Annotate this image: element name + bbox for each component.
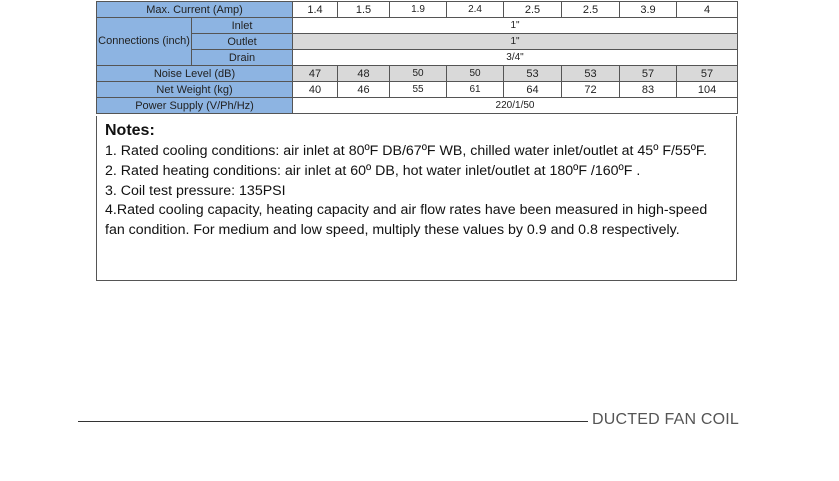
specifications-table <box>96 1 738 114</box>
inlet-label: Inlet <box>192 18 293 34</box>
max-current-row <box>97 2 738 18</box>
noise-level-value: 50 <box>447 66 504 82</box>
drain-value: 3/4" <box>293 50 738 66</box>
notes-box <box>96 116 737 281</box>
note-item: 2. Rated heating conditions: air inlet at 60º DB, hot water inlet/outlet at 180ºF /160ºF . <box>105 162 641 179</box>
noise-level-value: 57 <box>677 66 738 82</box>
net-weight-row <box>97 82 738 98</box>
inlet-value: 1" <box>293 18 738 34</box>
connections-inlet-row <box>97 18 738 34</box>
net-weight-value: 104 <box>677 82 738 98</box>
max-current-value: 3.9 <box>620 2 677 18</box>
max-current-label: Max. Current (Amp) <box>97 2 293 18</box>
noise-level-value: 57 <box>620 66 677 82</box>
noise-level-label: Noise Level (dB) <box>97 66 293 82</box>
net-weight-value: 61 <box>447 82 504 98</box>
power-supply-value: 220/1/50 <box>293 98 738 114</box>
net-weight-label: Net Weight (kg) <box>97 82 293 98</box>
net-weight-value: 83 <box>620 82 677 98</box>
outlet-label: Outlet <box>192 34 293 50</box>
max-current-value: 2.5 <box>504 2 562 18</box>
max-current-value: 1.4 <box>293 2 338 18</box>
net-weight-value: 40 <box>293 82 338 98</box>
note-item: 1. Rated cooling conditions: air inlet at 80ºF DB/67ºF WB, chilled water inlet/outlet at 45º F/55ºF. <box>105 143 707 159</box>
power-supply-label: Power Supply (V/Ph/Hz) <box>97 98 293 114</box>
connections-outlet-row <box>97 34 738 50</box>
notes-title: Notes: <box>105 122 155 139</box>
noise-level-value: 53 <box>562 66 620 82</box>
noise-level-row <box>97 66 738 82</box>
net-weight-value: 55 <box>390 82 447 98</box>
noise-level-value: 53 <box>504 66 562 82</box>
max-current-value: 4 <box>677 2 738 18</box>
max-current-value: 1.9 <box>390 2 447 18</box>
footer-title: DUCTED FAN COIL <box>592 411 740 428</box>
note-item: 3. Coil test pressure: 135PSI <box>105 182 286 199</box>
net-weight-value: 72 <box>562 82 620 98</box>
max-current-value: 2.5 <box>562 2 620 18</box>
max-current-value: 1.5 <box>338 2 390 18</box>
outlet-value: 1" <box>293 34 738 50</box>
power-supply-row <box>97 98 738 114</box>
footer-divider <box>78 421 588 422</box>
connections-label: Connections (inch) <box>97 18 192 66</box>
connections-drain-row <box>97 50 738 66</box>
note-item: 4.Rated cooling capacity, heating capacity and air flow rates have been measured in high-speed fan condition. For medium and low speed, multiply these values by 0.9 and 0.8 respectively. <box>105 202 708 239</box>
noise-level-value: 47 <box>293 66 338 82</box>
net-weight-value: 64 <box>504 82 562 98</box>
net-weight-value: 46 <box>338 82 390 98</box>
noise-level-value: 48 <box>338 66 390 82</box>
drain-label: Drain <box>192 50 293 66</box>
noise-level-value: 50 <box>390 66 447 82</box>
max-current-value: 2.4 <box>447 2 504 18</box>
